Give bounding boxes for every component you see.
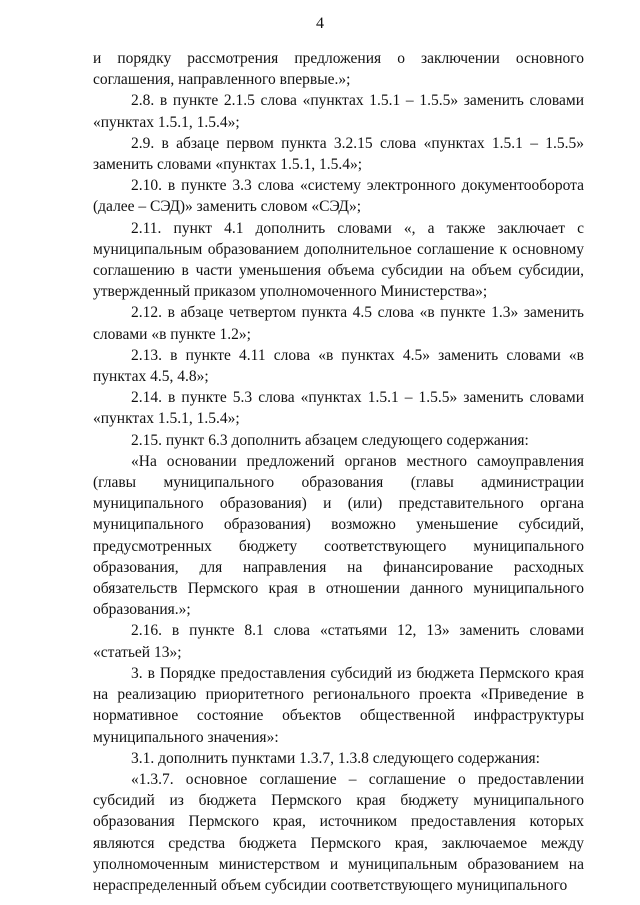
paragraph-2-14: 2.14. в пункте 5.3 слова «пунктах 1.5.1 – 1.5.5» заменить словами «пунктах 1.5.1, 1.5.4»; bbox=[93, 389, 584, 428]
document-body bbox=[93, 48, 584, 896]
paragraph-0: и порядку рассмотрения предложения о заключении основного соглашения, направленного впервые.»; bbox=[93, 50, 584, 89]
paragraph-2-8: 2.8. в пункте 2.1.5 слова «пунктах 1.5.1 – 1.5.5» заменить словами «пунктах 1.5.1, 1.5.4»; bbox=[93, 92, 584, 131]
paragraph-2-15: 2.15. пункт 6.3 дополнить абзацем следующего содержания: bbox=[131, 431, 529, 449]
paragraph-2-12: 2.12. в абзаце четвертом пункта 4.5 слова «в пункте 1.3» заменить словами «в пункте 1.2»; bbox=[93, 304, 584, 343]
paragraph-2-10: 2.10. в пункте 3.3 слова «систему электронного документооборота (далее – СЭД)» заменить словом «СЭД»; bbox=[93, 177, 584, 216]
paragraph-quote-6-3: «На основании предложений органов местного самоуправления (главы муниципального образования (главы администрации муниципального образования) и (или) представительного органа муниципального образования) возможно уменьшение субсидий, предусмотренных бюджету соответствующего муниципального образования, для направления на финансирование расходных обязательств Пермского края в отношении данного муниципального образования.»; bbox=[93, 452, 584, 619]
paragraph-2-9: 2.9. в абзаце первом пункта 3.2.15 слова «пунктах 1.5.1 – 1.5.5» заменить словами «пунктах 1.5.1, 1.5.4»; bbox=[93, 134, 584, 174]
paragraph-2-13: 2.13. в пункте 4.11 слова «в пунктах 4.5» заменить словами «в пунктах 4.5, 4.8»; bbox=[93, 346, 584, 386]
page-number: 4 bbox=[316, 15, 324, 32]
paragraph-3: 3. в Порядке предоставления субсидий из бюджета Пермского края на реализацию приоритетного регионального проекта «Приведение в нормативное состояние объектов общественной инфраструктуры муниципального значения»: bbox=[93, 664, 584, 746]
paragraph-3-1: 3.1. дополнить пунктами 1.3.7, 1.3.8 следующего содержания: bbox=[131, 749, 540, 767]
paragraph-1-3-7: «1.3.7. основное соглашение – соглашение о предоставлении субсидий из бюджета Пермского края бюджету муниципального образования Пермского края, источником предоставления которых являются средства бюджета Пермского края, заключаемое между уполномоченным министерством и муниципальным образованием на нераспределенный объем субсидии соответствующего муниципального bbox=[93, 770, 584, 894]
paragraph-2-11: 2.11. пункт 4.1 дополнить словами «, а также заключает с муниципальным образованием дополнительное соглашение к основному соглашению в части уменьшения объема субсидии на объем субсидии, утвержденный приказом уполномоченного Министерства»; bbox=[93, 219, 584, 301]
paragraph-2-16: 2.16. в пункте 8.1 слова «статьями 12, 13» заменить словами «статьей 13»; bbox=[93, 622, 584, 661]
